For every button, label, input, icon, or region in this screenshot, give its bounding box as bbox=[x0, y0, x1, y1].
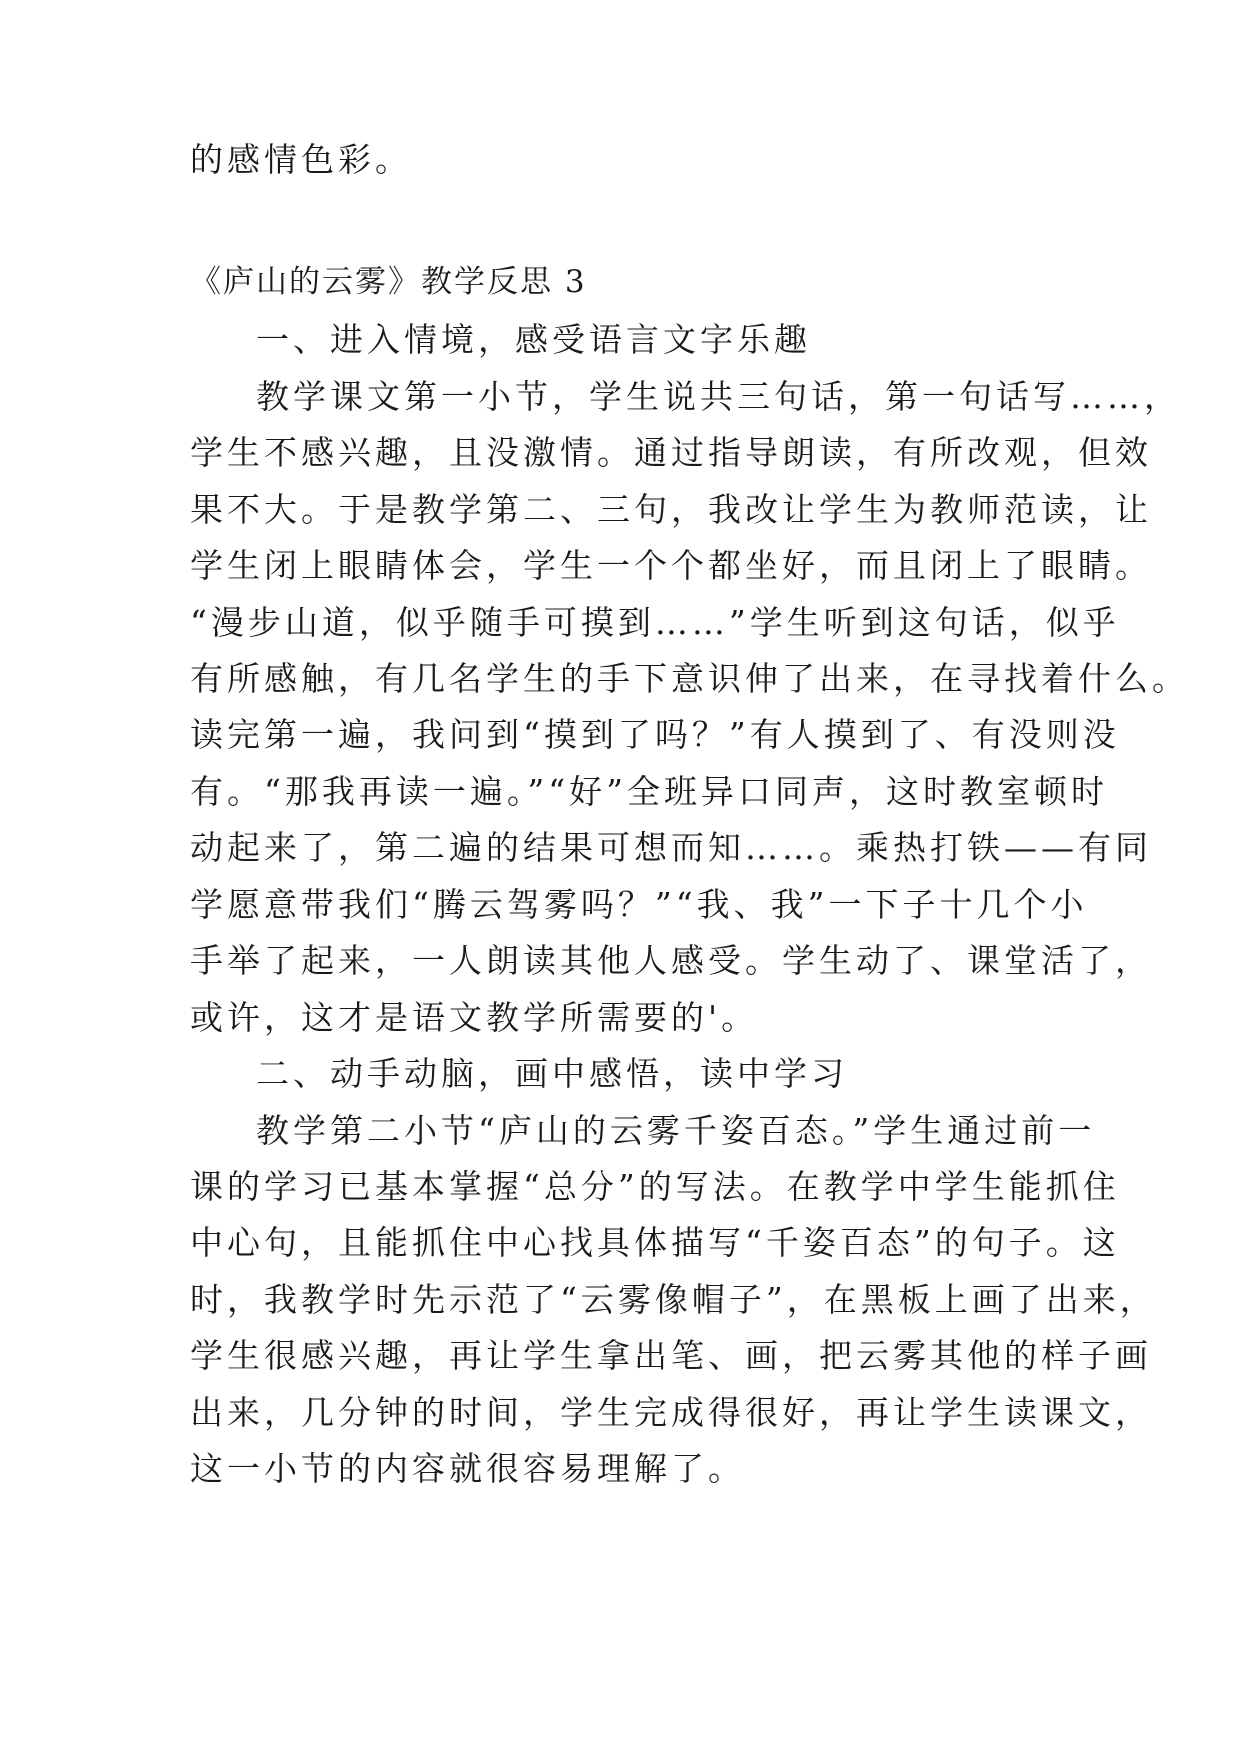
section-heading: 二、动手动脑，画中感悟，读中学习 bbox=[256, 1054, 848, 1093]
text-line: 手举了起来，一人朗读其他人感受。学生动了、课堂活了， bbox=[190, 941, 1152, 980]
text-line: 读完第一遍，我问到“摸到了吗？”有人摸到了、有没则没 bbox=[190, 715, 1120, 754]
paragraph-first-line: 教学第二小节“庐山的云雾千姿百态。”学生通过前一 bbox=[256, 1111, 1096, 1150]
section-heading: 一、进入情境，感受语言文字乐趣 bbox=[256, 320, 811, 359]
text-line: 时，我教学时先示范了“云雾像帽子”，在黑板上画了出来， bbox=[190, 1280, 1157, 1319]
text-line: 有所感触，有几名学生的手下意识伸了出来，在寻找着什么。 bbox=[190, 659, 1189, 698]
text-line: 学生很感兴趣，再让学生拿出笔、画，把云雾其他的样子画 bbox=[190, 1336, 1152, 1375]
text-line: 这一小节的内容就很容易理解了。 bbox=[190, 1449, 745, 1488]
text-line: “漫步山道，似乎随手可摸到……”学生听到这句话，似乎 bbox=[190, 603, 1120, 642]
text-line: 有。“那我再读一遍。”“好”全班异口同声，这时教室顿时 bbox=[190, 772, 1108, 811]
text-line: 学生闭上眼睛体会，学生一个个都坐好，而且闭上了眼睛。 bbox=[190, 546, 1152, 585]
text-line: 果不大。于是教学第二、三句，我改让学生为教师范读，让 bbox=[190, 490, 1152, 529]
text-line: 课的学习已基本掌握“总分”的写法。在教学中学生能抓住 bbox=[190, 1167, 1120, 1206]
text-line: 出来，几分钟的时间，学生完成得很好，再让学生读课文， bbox=[190, 1393, 1152, 1432]
text-line: 动起来了，第二遍的结果可想而知……。乘热打铁——有同 bbox=[190, 828, 1152, 867]
text-line: 学愿意带我们“腾云驾雾吗？”“我、我”一下子十几个小 bbox=[190, 885, 1088, 924]
text-line: 中心句，且能抓住中心找具体描写“千姿百态”的句子。这 bbox=[190, 1223, 1120, 1262]
text-line: 或许，这才是语文教学所需要的'。 bbox=[190, 998, 759, 1037]
text-line: 的感情色彩。 bbox=[190, 140, 412, 179]
text-line: 学生不感兴趣，且没激情。通过指导朗读，有所改观，但效 bbox=[190, 433, 1152, 472]
paragraph-first-line: 教学课文第一小节，学生说共三句话，第一句话写……， bbox=[256, 377, 1181, 416]
section-title: 《庐山的云雾》教学反思 3 bbox=[190, 264, 587, 300]
